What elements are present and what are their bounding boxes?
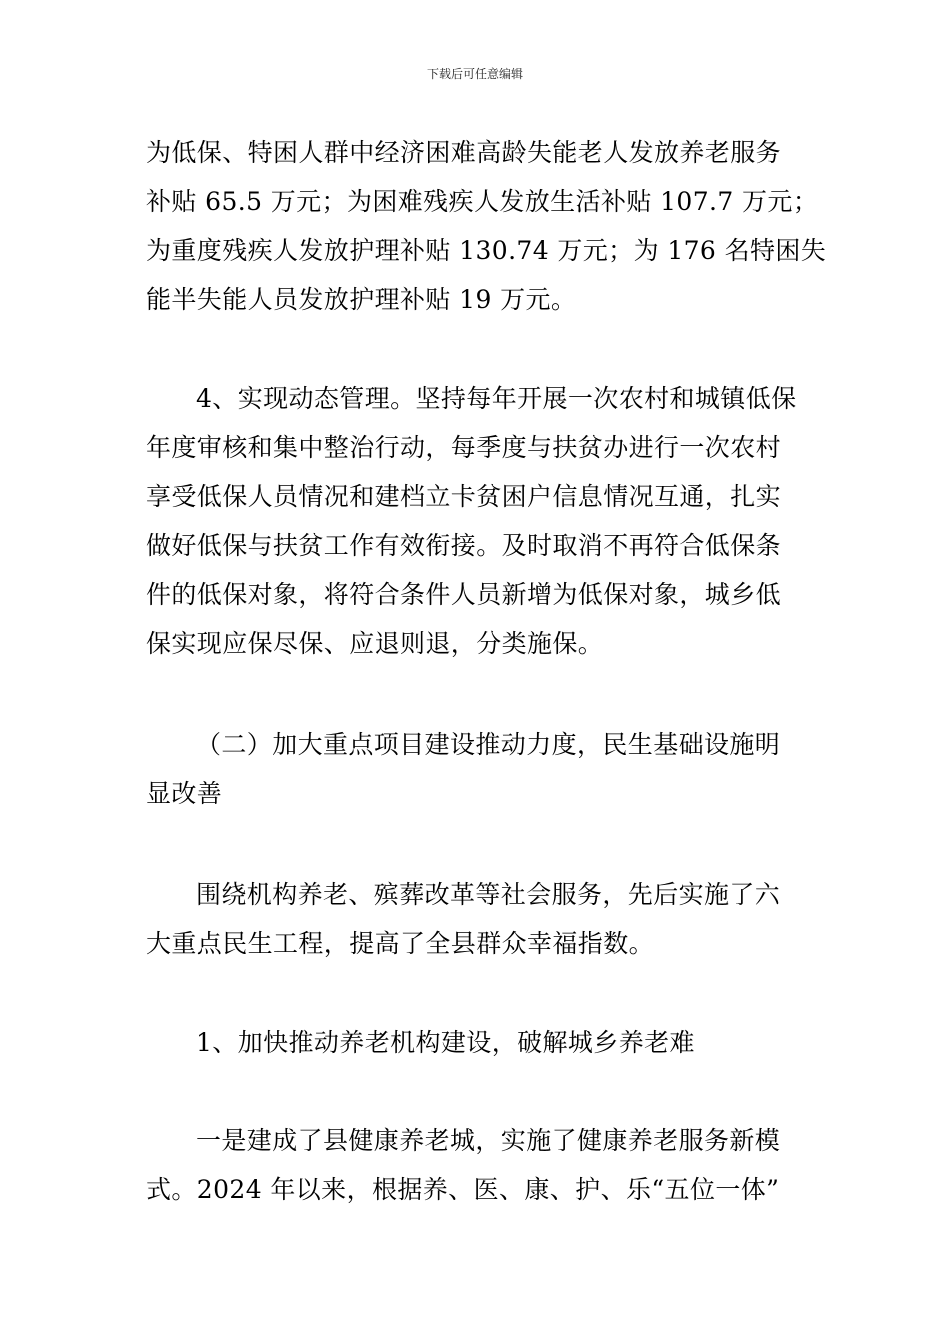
text-line: 式。2024 年以来，根据养、医、康、护、乐“五位一体” [146,1175,780,1204]
paragraph-social-services [146,870,808,968]
paragraph-dynamic-management [146,374,808,668]
text-line: 补贴 65.5 万元；为困难残疾人发放生活补贴 107.7 万元； [146,187,819,216]
text-line: 享受低保人员情况和建档立卡贫困户信息情况互通，扎实 [146,482,782,511]
paragraph-health-city [146,1116,808,1214]
page-header: 下载后可任意编辑 [426,67,523,81]
text-line: 为重度残疾人发放护理补贴 130.74 万元；为 176 名特困失 [146,236,827,265]
section-heading-2 [146,720,808,818]
text-line: 做好低保与扶贫工作有效衔接。及时取消不再符合低保条 [146,531,782,560]
text-line: 围绕机构养老、殡葬改革等社会服务，先后实施了六 [196,880,781,909]
paragraph-subsidy [146,128,827,324]
text-line: 1、加快推动养老机构建设，破解城乡养老难 [196,1028,695,1057]
subheading-elderly-care [146,1018,808,1067]
text-line: 4、实现动态管理。坚持每年开展一次农村和城镇低保 [196,384,797,413]
text-line: 保实现应保尽保、应退则退，分类施保。 [146,629,604,658]
text-line: 年度审核和集中整治行动，每季度与扶贫办进行一次农村 [146,433,782,462]
text-line: （二）加大重点项目建设推动力度，民生基础设施明 [196,730,781,759]
text-line: 件的低保对象，将符合条件人员新增为低保对象，城乡低 [146,580,782,609]
text-line: 一是建成了县健康养老城，实施了健康养老服务新模 [196,1126,781,1155]
text-line: 为低保、特困人群中经济困难高龄失能老人发放养老服务 [146,138,782,167]
text-line: 显改善 [146,779,223,808]
text-line: 能半失能人员发放护理补贴 19 万元。 [146,285,577,314]
text-line: 大重点民生工程，提高了全县群众幸福指数。 [146,929,655,958]
